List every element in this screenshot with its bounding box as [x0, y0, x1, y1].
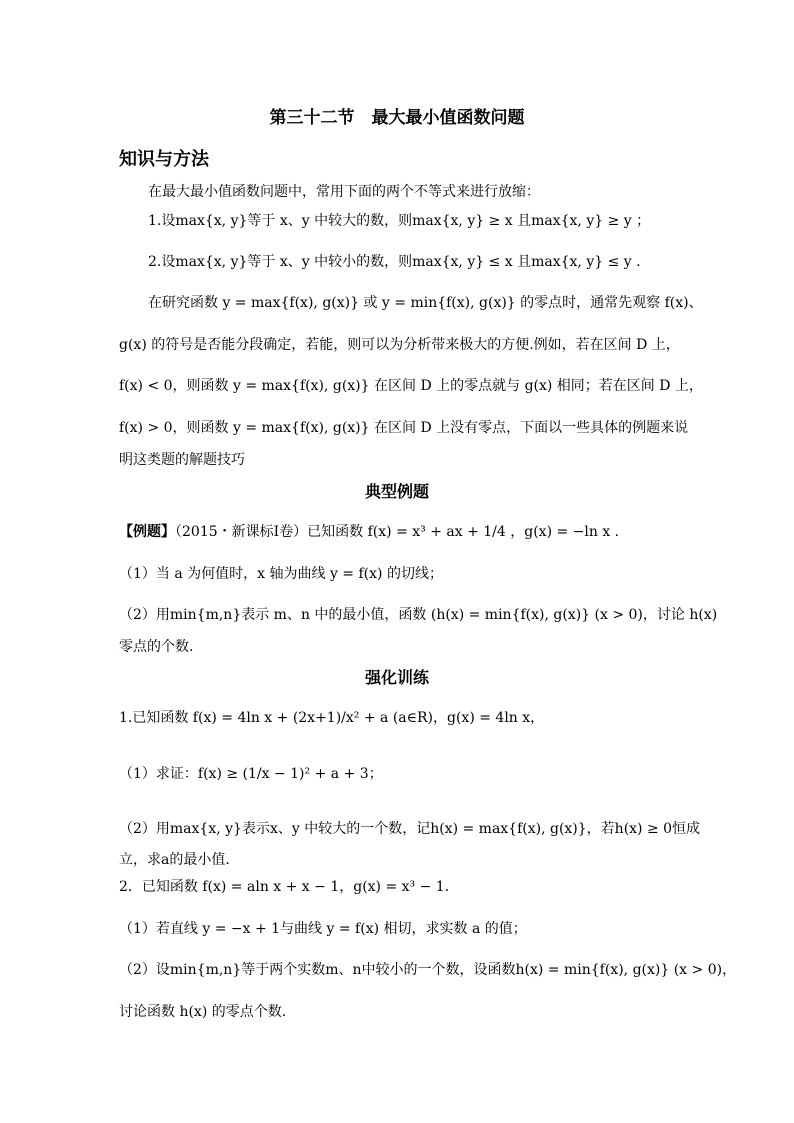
section-heading-training: 强化训练 — [364, 668, 429, 687]
problem-2-question-1: （1）若直线 y = −x + 1与曲线 y = f(x) 相切，求实数 a 的值； — [119, 921, 527, 937]
method-paragraph-line-3: f(x) < 0，则函数 y = max{f(x), g(x)} 在区间 D 上的零点就与 g(x) 相同；若在区间 D 上， — [119, 378, 703, 394]
rule-item-1: 1.设max{x, y}等于 x、y 中较大的数，则max{x, y} ≥ x 且max{x, y} ≥ y ； — [148, 213, 651, 229]
intro-text: 在最大最小值函数问题中，常用下面的两个不等式来进行放缩： — [148, 184, 540, 200]
section-heading-knowledge: 知识与方法 — [119, 149, 209, 170]
problem-2-question-2-line-1: （2）设min{m,n}等于两个实数m、n中较小的一个数，设函数h(x) = min{f(x), g(x)} (x > 0)， — [119, 962, 737, 978]
section-heading-examples: 典型例题 — [364, 482, 429, 501]
rule-item-2: 2.设max{x, y}等于 x、y 中较小的数，则max{x, y} ≤ x 且max{x, y} ≤ y . — [148, 254, 641, 270]
method-paragraph-line-4: f(x) > 0，则函数 y = max{f(x), g(x)} 在区间 D 上没有零点，下面以一些具体的例题来说 — [119, 420, 689, 436]
example-question-1: （1）当 a 为何值时，x 轴为曲线 y = f(x) 的切线； — [119, 566, 443, 582]
problem-2-statement: 2．已知函数 f(x) = aln x + x − 1，g(x) = x³ − 1. — [119, 879, 450, 895]
example-source: （2015・新课标Ⅰ卷）已知函数 — [175, 524, 364, 540]
problem-1-question-2-line-1: （2）用max{x, y}表示x、y 中较大的一个数，记h(x) = max{f(x), g(x)}，若h(x) ≥ 0恒成 — [119, 821, 701, 837]
problem-1-question-2-line-2: 立，求a的最小值. — [119, 852, 230, 868]
example-tag: 【例题】 — [119, 524, 175, 540]
problem-1-statement: 1.已知函数 f(x) = 4ln x + (2x+1)/x² + a (a∈R)，g(x) = 4ln x， — [119, 710, 545, 726]
example-question-2-line-2: 零点的个数. — [119, 639, 194, 655]
example-question-2-line-1: （2）用min{m,n}表示 m、n 中的最小值，函数 (h(x) = min{f(x), g(x)} (x > 0)，讨论 h(x) — [119, 607, 718, 623]
example-statement — [119, 522, 619, 542]
method-paragraph-line-2: g(x) 的符号是否能分段确定，若能，则可以为分析带来极大的方便.例如，若在区间 D 上， — [119, 337, 680, 353]
example-functions: f(x) = x³ + ax + 1/4 ，g(x) = −ln x . — [367, 524, 620, 540]
page-title: 第三十二节 最大最小值函数问题 — [269, 108, 525, 128]
method-paragraph-line-5: 明这类题的解题技巧 — [119, 452, 245, 468]
method-paragraph-line-1: 在研究函数 y = max{f(x), g(x)} 或 y = min{f(x), g(x)} 的零点时，通常先观察 f(x)、 — [148, 295, 703, 311]
problem-1-question-1: （1）求证：f(x) ≥ (1/x − 1)² + a + 3； — [119, 766, 383, 782]
problem-2-question-2-line-2: 讨论函数 h(x) 的零点个数. — [119, 1004, 287, 1020]
